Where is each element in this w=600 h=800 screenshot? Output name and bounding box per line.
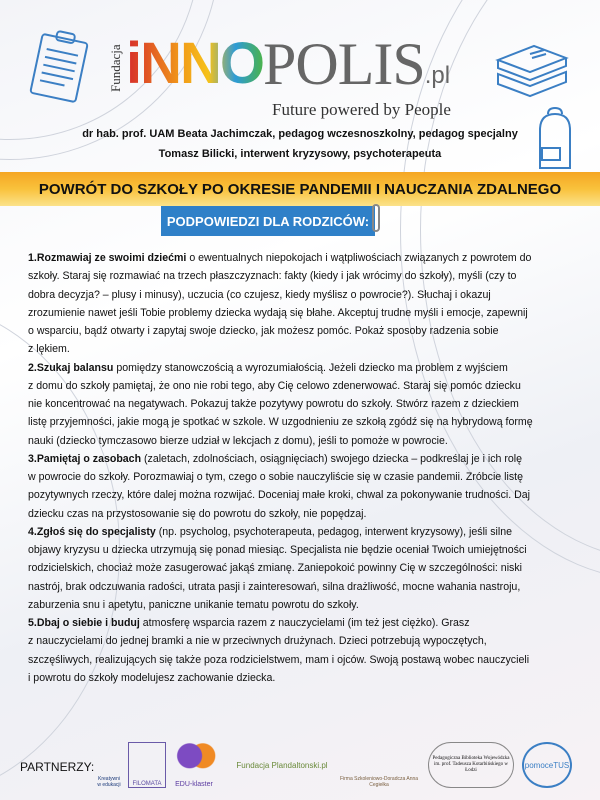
subtitle-box <box>161 206 375 236</box>
tip-text: (np. psycholog, psychoterapeuta, pedagog, interwent kryzysowy), jeśli silne <box>155 525 513 538</box>
partner-logo: FILOMATA <box>128 742 166 788</box>
tip-line <box>28 541 588 559</box>
tip-lead: 4.Zgłoś się do specjalisty <box>28 525 156 538</box>
partner-logo: Pedagogiczna Biblioteka Wojewódzka im. prof. Tadeusza Kotarbińskiego w Łodzi <box>428 742 514 788</box>
tip-line <box>28 632 588 650</box>
tip-text: szczęśliwych, realizujących się także poza rodzicielstwem, mam i ojców. Swoją postawą wobec nauczycieli <box>28 653 530 666</box>
partners-label: PARTNERZY: <box>20 760 95 774</box>
partner-logo: EDU-klaster <box>172 742 216 788</box>
tip-line <box>28 486 588 504</box>
tip-text: nastrój, brak odczuwania radości, utrata pasji i zainteresowań, silna drażliwość, mocne wahania nastroju, <box>28 580 521 593</box>
partner-logo: Kreatywni w edukacji <box>97 776 121 788</box>
tip-text: z lękiem. <box>28 343 70 356</box>
tip-line <box>28 249 588 267</box>
tip-line <box>28 559 588 577</box>
tip-line <box>28 651 588 669</box>
tip-line <box>28 669 588 687</box>
tip-line <box>28 468 588 486</box>
tip-text: o ewentualnych niepokojach i wątpliwościach związanych z powrotem do <box>186 252 532 264</box>
tip-line <box>28 340 588 358</box>
tip-line <box>28 523 588 541</box>
tip-line <box>28 413 588 431</box>
subtitle: PODPOWIEDZI DLA RODZICÓW: <box>166 213 370 229</box>
innopolis-logo <box>108 28 451 97</box>
logo-inno: iNNO <box>126 31 263 96</box>
tip-line <box>28 267 588 285</box>
tip-text: listę przyjemności, jakie mogą je spotkać w szkole. W uzgodnieniu ze szkołą zgódź się na hybrydową formę <box>28 416 533 429</box>
tip-text: atmosferę wsparcia razem z nauczycielami (im też jest ciężko). Grasz <box>139 617 470 629</box>
tip-line <box>28 432 588 450</box>
tip-lead: 2.Szukaj balansu <box>28 361 114 374</box>
tip-text: pomiędzy stanowczością a wyrozumiałością. Jeżeli dziecko ma problem z wyjściem <box>113 361 508 374</box>
tip-text: o wsparciu, bądź otwarty i zapytaj swoje dziecko, jak możesz pomóc. Pokaż sposoby radzenia sobie <box>28 325 499 337</box>
logo-pl: .pl <box>424 62 451 89</box>
tip-line <box>28 505 588 523</box>
tip-text: dziecku czas na przystosowanie się do powrotu do szkoły, nie popędzaj. <box>28 507 367 520</box>
tip-text: w powrocie do szkoły. Porozmawiaj o tym, czego o sobie nauczyliście się w czasie pandemii. Zróbcie listę <box>28 471 523 483</box>
tip-text: dobra decyzja? – plusy i minusy), uczucia (co czujesz, kiedy myślisz o powrocie?). Słuchaj i okazuj <box>28 288 491 301</box>
tips-body <box>28 249 588 687</box>
tip-text: (zaletach, zdolnościach, osiągnięciach) swojego dziecka – podkreślaj je i ich rolę <box>141 452 523 465</box>
logo-polis: POLIS <box>263 31 425 97</box>
tip-line <box>28 578 588 596</box>
tip-lead: 1.Rozmawiaj ze swoimi dziećmi <box>28 252 187 264</box>
clipboard-icon <box>28 28 94 106</box>
tip-text: zaburzenia snu i apetytu, paniczne unikanie tematu powrotu do szkoły. <box>28 598 359 611</box>
tip-text: pozytywnych rzeczy, które dalej można rozwijać. Doceniaj małe kroki, chwal za pokonywanie trudności. Daj <box>28 489 531 502</box>
author-line: dr hab. prof. UAM Beata Jachimczak, pedagog wczesnoszkolny, pedagog specjalny <box>82 128 518 140</box>
tip-lead: 3.Pamiętaj o zasobach <box>28 452 142 465</box>
logo-tagline: Future powered by People <box>272 100 451 119</box>
tip-text: z nauczycielami do jednej bramki a nie w przeciwnych drużynach. Dzieci potrzebują wypoczętych, <box>28 635 487 648</box>
author-line: Tomasz Bilicki, interwent kryzysowy, psychoterapeuta <box>158 148 442 160</box>
backpack-icon <box>532 106 578 176</box>
tip-text: zrozumienie nawet jeśli Tobie problemy dziecka wydają się błahe. Akceptuj trudne myśli i emocje, zapewnij <box>28 306 528 319</box>
tip-line <box>28 614 588 632</box>
tip-text: nauki (dziecko tymczasowo bierze udział w lekcjach z domu), jeśli to pomoże w powrocie. <box>28 434 448 447</box>
tip-line <box>28 304 588 322</box>
tip-lead: 5.Dbaj o siebie i buduj <box>28 617 140 629</box>
tip-line <box>28 377 588 395</box>
title-banner <box>0 172 600 206</box>
tip-line <box>28 359 588 377</box>
partner-logo: Fundacja Plandaltonski.pl <box>236 760 328 770</box>
tip-text: z domu do szkoły pamiętaj, że ono nie robi tego, aby Cię celowo zdenerwować. Staraj się pomóc dziecku <box>28 379 521 392</box>
tip-text: objawy kryzysu u dziecka utrzymują się ponad miesiąc. Specjalista nie będzie oceniał Twoich umiejętności <box>28 544 527 556</box>
tip-text: szkoły. Staraj się rozmawiać na trzech płaszczyznach: fakty (kiedy i jak wrócimy do szkoły), myśli (czy to <box>28 270 517 283</box>
paperclip-icon <box>372 204 380 232</box>
tip-line <box>28 395 588 413</box>
tip-line <box>28 322 588 340</box>
tip-text: i powrotu do szkoły modelujesz zachowanie dziecka. <box>28 671 276 684</box>
tip-line <box>28 450 588 468</box>
page-title: POWRÓT DO SZKOŁY PO OKRESIE PANDEMII I NAUCZANIA ZDALNEGO <box>38 180 562 198</box>
tip-text: rodzicielskich, chociaż może zasugerować jakąś zmianę. Zaniepokoić powinny Cię w szczególności: niski <box>28 562 523 575</box>
tip-line <box>28 596 588 614</box>
partner-logo: Firma Szkoleniowo-Doradcza Anna Cegiełka <box>339 776 419 788</box>
tip-text: nie koncentrować na negatywach. Pokazuj także pozytywy powrotu do szkoły. Stwórz razem z dzieckiem <box>28 398 519 410</box>
logo-fundacja: Fundacja <box>108 44 123 92</box>
tip-line <box>28 286 588 304</box>
partner-logo: pomoceTUS <box>522 742 572 788</box>
books-icon <box>494 40 570 100</box>
